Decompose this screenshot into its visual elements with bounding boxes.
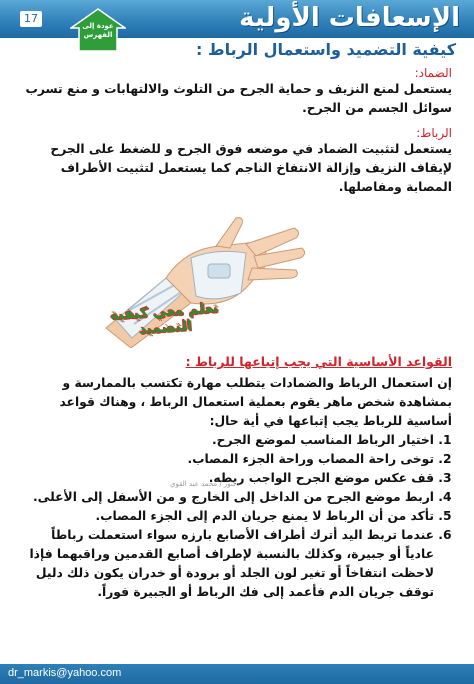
list-item: 6. عندما تربط اليد أترك أطراف الأصابع بارزه سواء استعملت رباطاً عادياً أو جبيرة، وكذلك بالنسبة لإطراف أصابع القدمين وراقبهما فإذا لاحظت انتفاخاً أو تغير لون الجلد أو برودة أو خدران يكون ذلك دليل توقف جريان الدم فأعمد إلى فك الرباط أو الجبيرة فوراً. [22,526,434,602]
header-title: الإسعافات الأولية [239,3,460,33]
page-number: 17 [20,11,42,27]
rules-title: القواعد الأساسية التي يجب إتباعها للرباط : [185,354,452,369]
rules-section [22,374,452,602]
rules-intro: إن استعمال الرباط والضمادات يتطلب مهارة تكتسب بالممارسة و بمشاهدة شخص ماهر يقوم بعملية استعمال الرباط ، وهناك قواعد أساسية للرباط يجب إتباعها في أية حال: [59,376,452,428]
home-index-label: عودة إلى الفهرس [82,22,114,39]
home-index-button[interactable] [70,8,126,52]
bandage-text: يستعمل لمنع النزيف و حماية الجرح من التلوث والالتهابات و منع تسرب سوائل الجسم من الجرح. [25,82,452,115]
illustration-caption: تعلم معي كيفية التضميد [109,300,220,338]
tie-section [22,126,452,197]
tie-label: الرباط: [416,126,452,140]
list-item: 3. قف عكس موضع الجرح الواجب ربطه. [22,469,434,488]
list-item: 1. اختيار الرباط المناسب لموضع الجرح. [22,431,434,450]
list-item: 2. توخى راحة المصاب وراحة الجزء المصاب. [22,450,434,469]
list-item: 4. اربط موضع الجرح من الداخل إلى الخارج و من الأسفل إلى الأعلى. [22,488,434,507]
bandaged-hand-illustration [96,208,316,348]
bandage-section [22,66,452,118]
page-footer [0,664,474,684]
bandage-label: الضماد: [414,66,452,80]
page-subtitle: كيفية التضميد واستعمال الرباط : [196,40,456,59]
list-item: 5. تأكد من أن الرباط لا يمنع جريان الدم إلى الجزء المصاب. [22,507,434,526]
author-watermark: دكتور / محمد عبد القوي [170,480,240,488]
tie-text: يستعمل لتثبيت الضماد في موضعه فوق الجرح و للضغط على الجرح لإيقاف النزيف وإزالة الانتفاخ الناجم كما يستعمل لتثبيت الأطراف المصابة ومفاصلها. [50,142,452,194]
footer-email[interactable]: dr_markis@yahoo.com [8,667,122,679]
rules-list [22,431,452,602]
